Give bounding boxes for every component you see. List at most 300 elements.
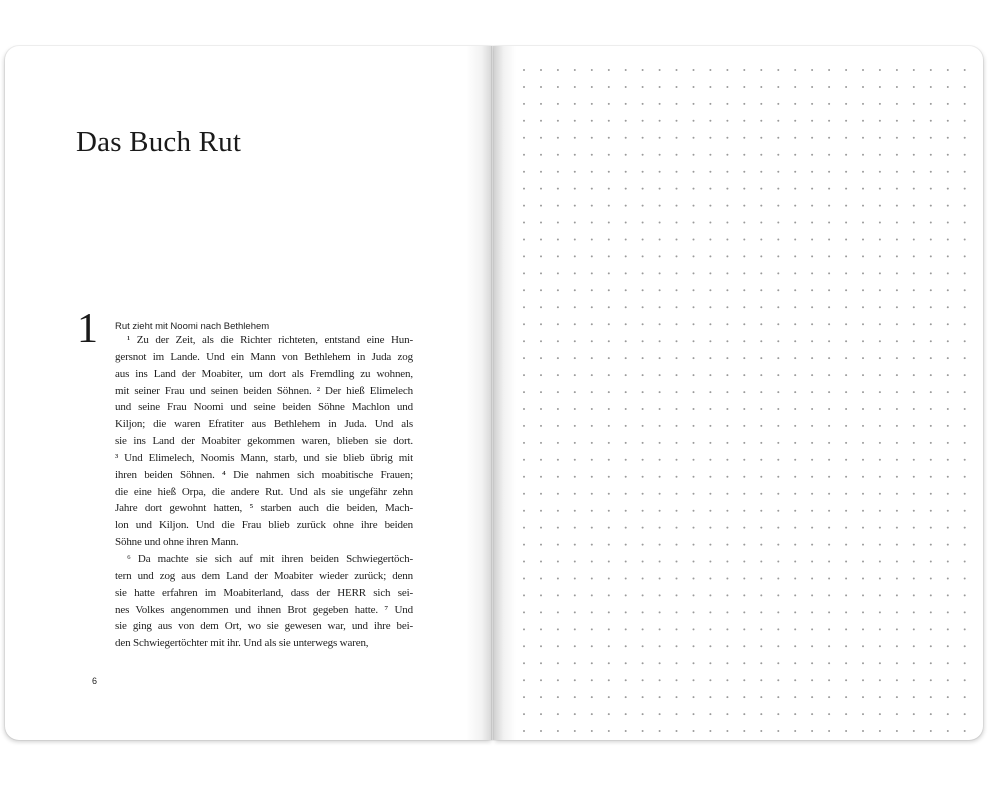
- grid-dot: [879, 306, 881, 308]
- grid-dot: [625, 611, 627, 613]
- grid-dot: [845, 696, 847, 698]
- grid-dot: [557, 255, 559, 257]
- grid-dot: [540, 442, 542, 444]
- grid-dot: [811, 713, 813, 715]
- grid-dot: [794, 442, 796, 444]
- grid-dot: [896, 374, 898, 376]
- grid-dot: [964, 239, 966, 241]
- left-gutter-shadow: [466, 46, 492, 740]
- grid-dot: [777, 239, 779, 241]
- grid-dot: [726, 120, 728, 122]
- grid-dot: [913, 255, 915, 257]
- grid-dot: [574, 442, 576, 444]
- grid-dot: [608, 171, 610, 173]
- grid-dot: [574, 239, 576, 241]
- grid-dot: [726, 459, 728, 461]
- grid-dot: [947, 289, 949, 291]
- grid-dot: [828, 103, 830, 105]
- grid-dot: [676, 137, 678, 139]
- grid-dot: [913, 306, 915, 308]
- grid-dot: [777, 679, 779, 681]
- grid-dot: [693, 544, 695, 546]
- grid-dot: [591, 527, 593, 529]
- grid-dot: [862, 323, 864, 325]
- grid-dot: [743, 154, 745, 156]
- grid-dot: [523, 611, 525, 613]
- grid-dot: [845, 340, 847, 342]
- grid-dot: [659, 544, 661, 546]
- grid-dot: [540, 628, 542, 630]
- grid-dot: [574, 323, 576, 325]
- grid-dot: [557, 662, 559, 664]
- grid-dot: [811, 611, 813, 613]
- grid-dot: [693, 442, 695, 444]
- grid-dot: [896, 578, 898, 580]
- grid-dot: [709, 527, 711, 529]
- grid-dot: [523, 408, 525, 410]
- grid-dot: [540, 357, 542, 359]
- grid-dot: [557, 594, 559, 596]
- grid-dot: [930, 120, 932, 122]
- grid-dot: [896, 357, 898, 359]
- grid-dot: [591, 86, 593, 88]
- grid-dot: [591, 442, 593, 444]
- grid-dot: [659, 493, 661, 495]
- grid-dot: [845, 289, 847, 291]
- grid-dot: [947, 594, 949, 596]
- grid-dot: [862, 527, 864, 529]
- grid-dot: [625, 289, 627, 291]
- grid-dot: [523, 272, 525, 274]
- grid-dot: [862, 696, 864, 698]
- grid-dot: [811, 459, 813, 461]
- grid-dot: [642, 289, 644, 291]
- grid-dot: [879, 222, 881, 224]
- grid-dot: [574, 662, 576, 664]
- grid-dot: [964, 442, 966, 444]
- grid-dot: [523, 188, 525, 190]
- grid-dot: [913, 171, 915, 173]
- grid-dot: [709, 459, 711, 461]
- grid-dot: [693, 374, 695, 376]
- grid-dot: [540, 69, 542, 71]
- grid-dot: [964, 510, 966, 512]
- grid-dot: [760, 662, 762, 664]
- grid-dot: [913, 611, 915, 613]
- grid-dot: [930, 306, 932, 308]
- grid-dot: [760, 86, 762, 88]
- grid-dot: [930, 713, 932, 715]
- grid-dot: [794, 137, 796, 139]
- grid-dot: [625, 561, 627, 563]
- grid-dot: [693, 103, 695, 105]
- grid-dot: [591, 645, 593, 647]
- grid-dot: [879, 120, 881, 122]
- grid-dot: [777, 544, 779, 546]
- grid-dot: [540, 222, 542, 224]
- grid-dot: [625, 493, 627, 495]
- grid-dot: [913, 103, 915, 105]
- grid-dot: [811, 561, 813, 563]
- grid-dot: [659, 120, 661, 122]
- grid-dot: [964, 69, 966, 71]
- grid-dot: [693, 69, 695, 71]
- grid-dot: [608, 154, 610, 156]
- grid-dot: [642, 628, 644, 630]
- grid-dot: [794, 713, 796, 715]
- grid-dot: [523, 255, 525, 257]
- grid-dot: [693, 340, 695, 342]
- grid-dot: [930, 611, 932, 613]
- grid-dot: [709, 137, 711, 139]
- grid-dot: [862, 205, 864, 207]
- grid-dot: [540, 391, 542, 393]
- grid-dot: [659, 239, 661, 241]
- grid-dot: [540, 713, 542, 715]
- grid-dot: [625, 408, 627, 410]
- grid-dot: [540, 645, 542, 647]
- grid-dot: [913, 69, 915, 71]
- grid-dot: [523, 69, 525, 71]
- grid-dot: [964, 628, 966, 630]
- grid-dot: [862, 239, 864, 241]
- grid-dot: [964, 188, 966, 190]
- grid-dot: [896, 544, 898, 546]
- grid-dot: [743, 239, 745, 241]
- grid-dot: [913, 476, 915, 478]
- grid-dot: [811, 510, 813, 512]
- grid-dot: [811, 594, 813, 596]
- grid-dot: [930, 696, 932, 698]
- grid-dot: [540, 476, 542, 478]
- grid-dot: [540, 730, 542, 732]
- grid-dot: [726, 408, 728, 410]
- grid-dot: [693, 255, 695, 257]
- grid-dot: [625, 272, 627, 274]
- grid-dot: [574, 713, 576, 715]
- grid-dot: [777, 306, 779, 308]
- grid-dot: [676, 69, 678, 71]
- grid-dot: [642, 374, 644, 376]
- grid-dot: [659, 86, 661, 88]
- grid-dot: [608, 239, 610, 241]
- grid-dot: [794, 662, 796, 664]
- grid-dot: [862, 459, 864, 461]
- grid-dot: [625, 222, 627, 224]
- grid-dot: [591, 357, 593, 359]
- grid-dot: [693, 561, 695, 563]
- text-line: gersnot im Lande. Und ein Mann von Bethlehem in Juda zog: [115, 350, 413, 363]
- grid-dot: [947, 476, 949, 478]
- grid-dot: [540, 154, 542, 156]
- grid-dot: [811, 69, 813, 71]
- grid-dot: [930, 154, 932, 156]
- grid-dot: [947, 730, 949, 732]
- grid-dot: [930, 425, 932, 427]
- grid-dot: [693, 476, 695, 478]
- grid-dot: [726, 272, 728, 274]
- grid-dot: [676, 544, 678, 546]
- grid-dot: [913, 222, 915, 224]
- grid-dot: [828, 239, 830, 241]
- grid-dot: [862, 120, 864, 122]
- grid-dot: [913, 459, 915, 461]
- grid-dot: [896, 662, 898, 664]
- grid-dot: [964, 86, 966, 88]
- grid-dot: [659, 137, 661, 139]
- grid-dot: [947, 137, 949, 139]
- grid-dot: [523, 713, 525, 715]
- grid-dot: [557, 561, 559, 563]
- grid-dot: [608, 696, 610, 698]
- grid-dot: [693, 357, 695, 359]
- grid-dot: [743, 442, 745, 444]
- grid-dot: [540, 459, 542, 461]
- grid-dot: [879, 527, 881, 529]
- grid-dot: [845, 594, 847, 596]
- grid-dot: [608, 306, 610, 308]
- grid-dot: [760, 425, 762, 427]
- grid-dot: [608, 272, 610, 274]
- grid-dot: [557, 713, 559, 715]
- grid-dot: [557, 340, 559, 342]
- grid-dot: [709, 171, 711, 173]
- grid-dot: [845, 425, 847, 427]
- grid-dot: [726, 323, 728, 325]
- grid-dot: [930, 357, 932, 359]
- grid-dot: [879, 86, 881, 88]
- grid-dot: [726, 662, 728, 664]
- grid-dot: [947, 408, 949, 410]
- grid-dot: [625, 103, 627, 105]
- grid-dot: [760, 289, 762, 291]
- grid-dot: [828, 578, 830, 580]
- grid-dot: [625, 578, 627, 580]
- grid-dot: [896, 391, 898, 393]
- grid-dot: [964, 103, 966, 105]
- grid-dot: [930, 628, 932, 630]
- grid-dot: [726, 239, 728, 241]
- grid-dot: [574, 645, 576, 647]
- grid-dot: [574, 205, 576, 207]
- grid-dot: [574, 357, 576, 359]
- grid-dot: [828, 730, 830, 732]
- grid-dot: [811, 222, 813, 224]
- grid-dot: [591, 374, 593, 376]
- grid-dot: [709, 374, 711, 376]
- grid-dot: [743, 188, 745, 190]
- grid-dot: [540, 120, 542, 122]
- grid-dot: [828, 86, 830, 88]
- grid-dot: [811, 357, 813, 359]
- grid-dot: [913, 679, 915, 681]
- grid-dot: [726, 645, 728, 647]
- grid-dot: [693, 425, 695, 427]
- grid-dot: [947, 459, 949, 461]
- grid-dot: [760, 459, 762, 461]
- grid-dot: [591, 391, 593, 393]
- grid-dot: [896, 137, 898, 139]
- grid-dot: [625, 730, 627, 732]
- grid-dot: [557, 476, 559, 478]
- grid-dot: [659, 69, 661, 71]
- text-line: ³ Und Elimelech, Noomis Mann, starb, und sie blieb übrig mit: [115, 451, 413, 464]
- grid-dot: [828, 611, 830, 613]
- grid-dot: [676, 696, 678, 698]
- grid-dot: [777, 493, 779, 495]
- grid-dot: [574, 391, 576, 393]
- grid-dot: [625, 696, 627, 698]
- grid-dot: [964, 594, 966, 596]
- grid-dot: [625, 120, 627, 122]
- grid-dot: [676, 255, 678, 257]
- grid-dot: [676, 662, 678, 664]
- grid-dot: [794, 628, 796, 630]
- grid-dot: [642, 391, 644, 393]
- grid-dot: [947, 323, 949, 325]
- grid-dot: [845, 69, 847, 71]
- grid-dot: [930, 137, 932, 139]
- grid-dot: [862, 103, 864, 105]
- grid-dot: [676, 459, 678, 461]
- grid-dot: [964, 527, 966, 529]
- grid-dot: [574, 86, 576, 88]
- grid-dot: [845, 510, 847, 512]
- grid-dot: [964, 476, 966, 478]
- grid-dot: [845, 171, 847, 173]
- grid-dot: [811, 476, 813, 478]
- grid-dot: [642, 510, 644, 512]
- grid-dot: [947, 86, 949, 88]
- grid-dot: [811, 645, 813, 647]
- grid-dot: [659, 205, 661, 207]
- grid-dot: [625, 154, 627, 156]
- grid-dot: [760, 154, 762, 156]
- grid-dot: [896, 86, 898, 88]
- grid-dot: [591, 408, 593, 410]
- grid-dot: [913, 645, 915, 647]
- grid-dot: [930, 171, 932, 173]
- grid-dot: [709, 391, 711, 393]
- grid-dot: [930, 239, 932, 241]
- grid-dot: [608, 645, 610, 647]
- grid-dot: [693, 628, 695, 630]
- grid-dot: [676, 120, 678, 122]
- grid-dot: [540, 425, 542, 427]
- grid-dot: [540, 544, 542, 546]
- grid-dot: [574, 222, 576, 224]
- grid-dot: [625, 628, 627, 630]
- grid-dot: [743, 374, 745, 376]
- grid-dot: [642, 222, 644, 224]
- grid-dot: [642, 696, 644, 698]
- grid-dot: [608, 323, 610, 325]
- grid-dot: [625, 544, 627, 546]
- grid-dot: [676, 713, 678, 715]
- grid-dot: [608, 340, 610, 342]
- grid-dot: [879, 442, 881, 444]
- grid-dot: [693, 408, 695, 410]
- grid-dot: [523, 306, 525, 308]
- grid-dot: [608, 476, 610, 478]
- grid-dot: [726, 289, 728, 291]
- grid-dot: [523, 594, 525, 596]
- text-line: sie hatte erfahren im Moabiterland, dass der HERR sich sei-: [115, 586, 413, 599]
- grid-dot: [523, 357, 525, 359]
- grid-dot: [828, 357, 830, 359]
- grid-dot: [608, 662, 610, 664]
- grid-dot: [896, 611, 898, 613]
- grid-dot: [913, 289, 915, 291]
- grid-dot: [726, 679, 728, 681]
- grid-dot: [811, 544, 813, 546]
- grid-dot: [693, 713, 695, 715]
- grid-dot: [726, 69, 728, 71]
- grid-dot: [676, 357, 678, 359]
- grid-dot: [811, 255, 813, 257]
- grid-dot: [608, 561, 610, 563]
- grid-dot: [574, 272, 576, 274]
- grid-dot: [743, 357, 745, 359]
- grid-dot: [845, 527, 847, 529]
- grid-dot: [591, 272, 593, 274]
- grid-dot: [862, 86, 864, 88]
- grid-dot: [523, 154, 525, 156]
- grid-dot: [760, 510, 762, 512]
- grid-dot: [574, 137, 576, 139]
- grid-dot: [676, 527, 678, 529]
- grid-dot: [557, 442, 559, 444]
- grid-dot: [794, 154, 796, 156]
- grid-dot: [828, 561, 830, 563]
- grid-dot: [913, 323, 915, 325]
- grid-dot: [709, 425, 711, 427]
- grid-dot: [540, 289, 542, 291]
- grid-dot: [743, 255, 745, 257]
- grid-dot: [862, 425, 864, 427]
- grid-dot: [608, 86, 610, 88]
- grid-dot: [574, 408, 576, 410]
- grid-dot: [709, 442, 711, 444]
- grid-dot: [676, 103, 678, 105]
- grid-dot: [709, 730, 711, 732]
- grid-dot: [777, 340, 779, 342]
- grid-dot: [828, 493, 830, 495]
- text-line: die eine hieß Orpa, die andere Rut. Und als sie ungefähr zehn: [115, 485, 413, 498]
- grid-dot: [743, 272, 745, 274]
- grid-dot: [608, 527, 610, 529]
- grid-dot: [777, 594, 779, 596]
- grid-dot: [896, 628, 898, 630]
- grid-dot: [947, 205, 949, 207]
- grid-dot: [896, 103, 898, 105]
- grid-dot: [659, 476, 661, 478]
- grid-dot: [930, 645, 932, 647]
- grid-dot: [608, 188, 610, 190]
- grid-dot: [574, 374, 576, 376]
- grid-dot: [947, 544, 949, 546]
- grid-dot: [659, 306, 661, 308]
- grid-dot: [862, 255, 864, 257]
- grid-dot: [930, 323, 932, 325]
- grid-dot: [760, 171, 762, 173]
- grid-dot: [625, 323, 627, 325]
- grid-dot: [557, 679, 559, 681]
- grid-dot: [743, 527, 745, 529]
- grid-dot: [845, 442, 847, 444]
- grid-dot: [642, 103, 644, 105]
- grid-dot: [726, 255, 728, 257]
